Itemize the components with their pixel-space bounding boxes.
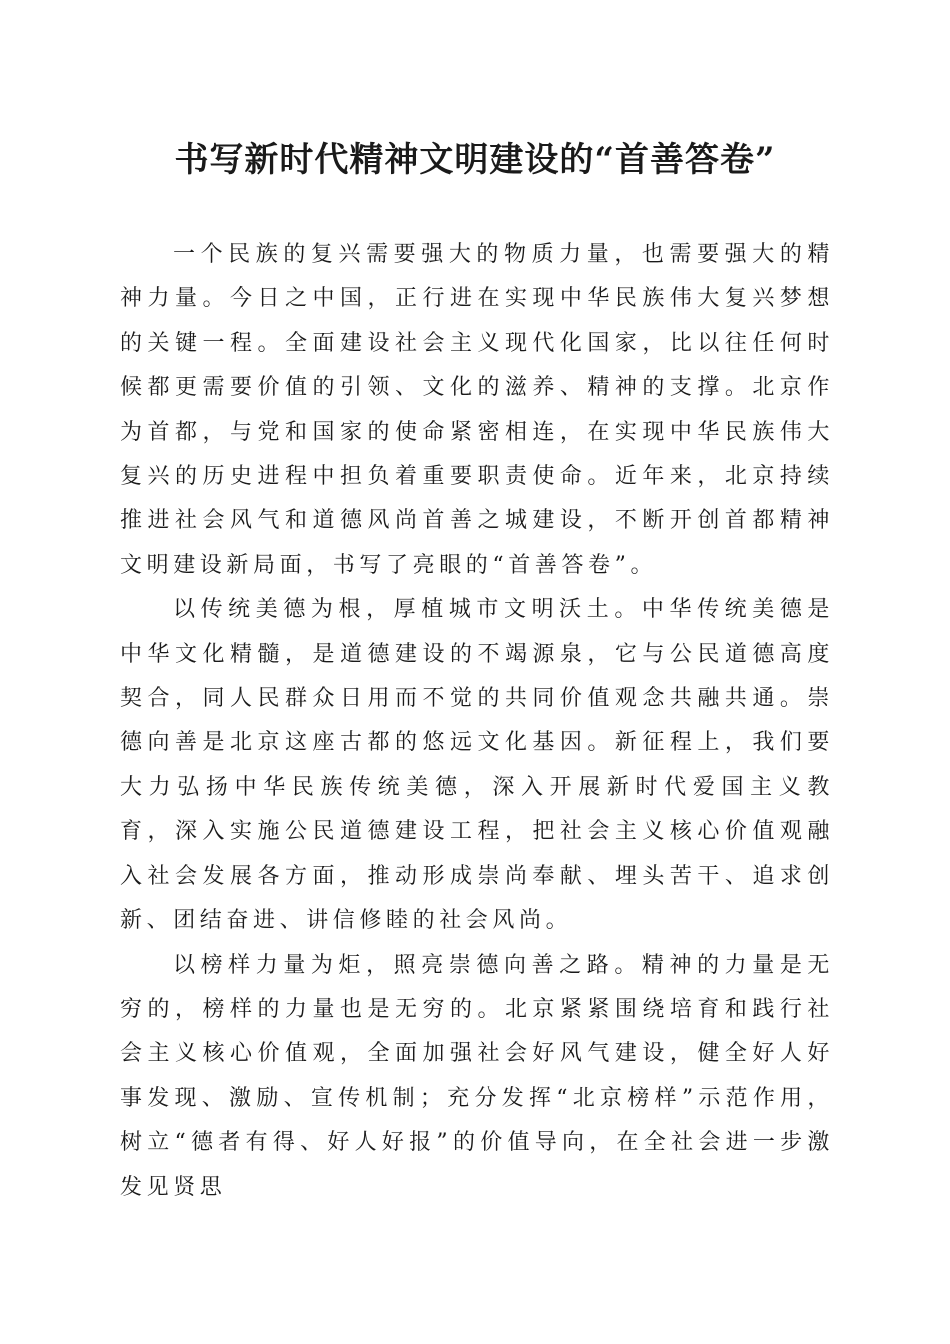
paragraph-1: 一个民族的复兴需要强大的物质力量，也需要强大的精神力量。今日之中国，正行进在实现中华民族伟大复兴梦想的关键一程。全面建设社会主义现代化国家，比以往任何时候都更需要价值的引领、文化的滋养、精神的支撑。北京作为首都，与党和国家的使命紧密相连，在实现中华民族伟大复兴的历史进程中担负着重要职责使命。近年来，北京持续推进社会风气和道德风尚首善之城建设，不断开创首都精神文明建设新局面，书写了亮眼的“首善答卷”。	[120, 242, 834, 578]
document-body	[120, 233, 834, 1210]
paragraph-3: 以榜样力量为炬，照亮崇德向善之路。精神的力量是无穷的，榜样的力量也是无穷的。北京紧紧围绕培育和践行社会主义核心价值观，全面加强社会好风气建设，健全好人好事发现、激励、宣传机制；充分发挥“北京榜样”示范作用，树立“德者有得、好人好报”的价值导向，在全社会进一步激发见贤思	[120, 952, 834, 1200]
paragraph-2: 以传统美德为根，厚植城市文明沃土。中华传统美德是中华文化精髓，是道德建设的不竭源泉，它与公民道德高度契合，同人民群众日用而不觉的共同价值观念共融共通。崇德向善是北京这座古都的悠远文化基因。新征程上，我们要大力弘扬中华民族传统美德，深入开展新时代爱国主义教育，深入实施公民道德建设工程，把社会主义核心价值观融入社会发展各方面，推动形成崇尚奉献、埋头苦干、追求创新、团结奋进、讲信修睦的社会风尚。	[120, 597, 834, 934]
document-title: 书写新时代精神文明建设的“首善答卷”	[174, 140, 776, 180]
